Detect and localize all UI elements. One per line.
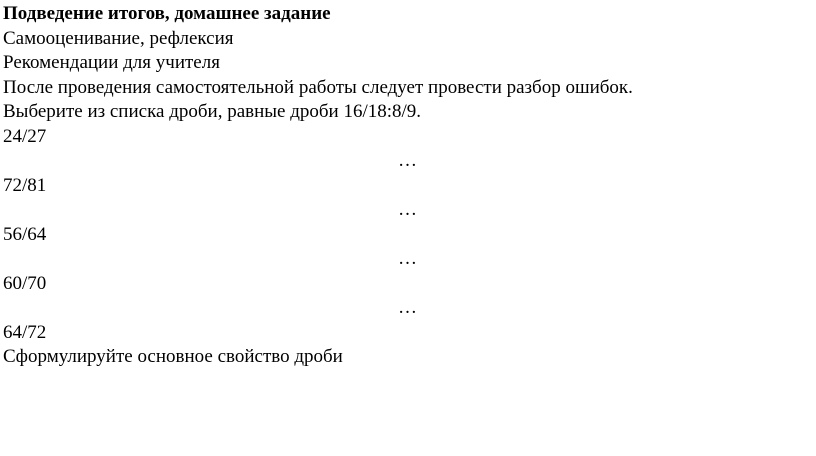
ellipsis-separator: … <box>398 150 417 171</box>
fraction-item: 56/64 <box>3 223 47 245</box>
closing-text: Сформулируйте основное свойство дроби <box>3 346 343 367</box>
ellipsis-separator: … <box>398 297 417 318</box>
fraction-item: 72/81 <box>3 174 47 196</box>
ellipsis-separator: … <box>398 199 417 220</box>
fraction-item: 24/27 <box>3 125 47 147</box>
instruction-text: После проведения самостоятельной работы следует провести разбор ошибок. <box>3 76 633 98</box>
fraction-item: 64/72 <box>3 321 47 343</box>
teacher-note-title: Рекомендации для учителя <box>3 52 220 73</box>
document-body <box>3 2 813 370</box>
section-heading: Подведение итогов, домашнее задание <box>3 3 331 24</box>
fraction-item: 60/70 <box>3 272 47 294</box>
task-text: Выберите из списка дроби, равные дроби 16/18:8/9. <box>3 101 422 122</box>
ellipsis-separator: … <box>398 248 417 269</box>
subheading: Самооценивание, рефлексия <box>3 27 234 49</box>
